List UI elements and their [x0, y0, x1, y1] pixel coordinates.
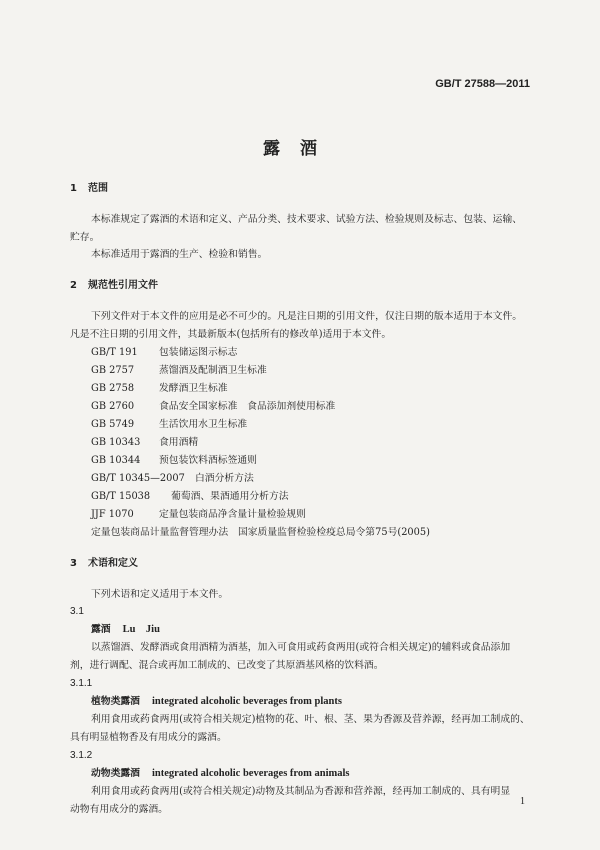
paragraph-line: 剂，进行调配、混合或再加工制成的、已改变了其原酒基风格的饮料酒。 [70, 660, 384, 671]
term-entry [91, 695, 342, 708]
paragraph-line: 利用食用或药食两用(或符合相关规定)植物的花、叶、根、茎、果为香源及营养源，经再加工制成的、 [91, 714, 530, 725]
reference-title: 葡萄酒、果酒通用分析方法 [171, 491, 289, 502]
section-title: 范围 [88, 183, 108, 194]
standard-code: GB/T 27588—2011 [435, 78, 530, 90]
reference-entry [91, 346, 237, 359]
term-name: 露酒 [91, 624, 111, 635]
term-entry [91, 623, 160, 636]
reference-entry [91, 400, 335, 413]
term-english: integrated alcoholic beverages from plants [151, 696, 342, 707]
term-name: 动物类露酒 [91, 768, 140, 779]
reference-code: JJF 1070 [91, 509, 134, 520]
term-name: 植物类露酒 [91, 696, 140, 707]
paragraph-line: 贮存。 [70, 232, 100, 243]
reference-entry [91, 454, 257, 467]
section-1-heading [70, 182, 108, 195]
paragraph-line: 动物有用成分的露酒。 [70, 804, 168, 815]
reference-title: 食用酒精 [159, 437, 199, 448]
reference-code: GB/T 10345—2007 [91, 473, 185, 484]
reference-title: 定量包装商品净含量计量检验规则 [159, 509, 306, 520]
reference-entry [91, 364, 267, 377]
reference-title: 食品安全国家标准 食品添加剂使用标准 [159, 401, 336, 412]
reference-code: GB/T 191 [91, 347, 138, 358]
regulation-entry: 定量包装商品计量监督管理办法 国家质量监督检验检疫总局令第75号(2005) [91, 527, 430, 538]
reference-code: GB/T 15038 [91, 491, 151, 502]
section-2-heading [70, 279, 158, 292]
section-3-heading [70, 557, 138, 570]
clause-number: 3.1.2 [70, 750, 93, 761]
paragraph-line: 下列术语和定义适用于本文件。 [91, 589, 229, 600]
paragraph-line: 以蒸馏酒、发酵酒或食用酒精为酒基，加入可食用或药食两用(或符合相关规定)的辅料或食品添加 [91, 642, 511, 653]
term-english: Lu Jiu [122, 624, 160, 635]
reference-entry [91, 490, 289, 503]
reference-code: GB 2758 [91, 383, 135, 394]
section-number: 3 [70, 558, 77, 569]
paragraph-line: 凡是不注日期的引用文件，其最新版本(包括所有的修改单)适用于本文件。 [70, 329, 392, 340]
reference-title: 发酵酒卫生标准 [159, 383, 228, 394]
section-title: 规范性引用文件 [88, 280, 158, 291]
reference-title: 包装储运图示标志 [159, 347, 238, 358]
page-number: 1 [520, 796, 525, 807]
paragraph-line: 下列文件对于本文件的应用是必不可少的。凡是注日期的引用文件，仅注日期的版本适用于本文件。 [91, 311, 523, 322]
reference-title: 预包装饮料酒标签通则 [159, 455, 257, 466]
reference-code: GB 2757 [91, 365, 135, 376]
reference-entry [91, 382, 228, 395]
reference-code: GB 5749 [91, 419, 135, 430]
paragraph-line: 本标准适用于露酒的生产、检验和销售。 [91, 249, 268, 260]
reference-title: 白酒分析方法 [195, 473, 254, 484]
document-title: 露酒 [263, 139, 337, 159]
reference-code: GB 10344 [91, 455, 141, 466]
paragraph-line: 利用食用或药食两用(或符合相关规定)动物及其制品为香源和营养源，经再加工制成的、具有明显 [91, 786, 511, 797]
term-english: integrated alcoholic beverages from animals [151, 768, 350, 779]
section-number: 1 [70, 183, 77, 194]
reference-entry [91, 436, 198, 449]
reference-code: GB 2760 [91, 401, 135, 412]
reference-entry [91, 508, 306, 521]
section-number: 2 [70, 280, 77, 291]
clause-number: 3.1.1 [70, 678, 93, 689]
reference-title: 蒸馏酒及配制酒卫生标准 [159, 365, 267, 376]
clause-number: 3.1 [70, 606, 84, 617]
reference-code: GB 10343 [91, 437, 141, 448]
term-entry [91, 767, 350, 780]
reference-entry [91, 418, 247, 431]
paragraph-line: 具有明显植物香及有用成分的露酒。 [70, 732, 227, 743]
paragraph-line: 本标准规定了露酒的术语和定义、产品分类、技术要求、试验方法、检验规则及标志、包装、运输、 [91, 214, 523, 225]
reference-title: 生活饮用水卫生标准 [159, 419, 248, 430]
reference-entry [91, 472, 254, 485]
section-title: 术语和定义 [88, 558, 138, 569]
